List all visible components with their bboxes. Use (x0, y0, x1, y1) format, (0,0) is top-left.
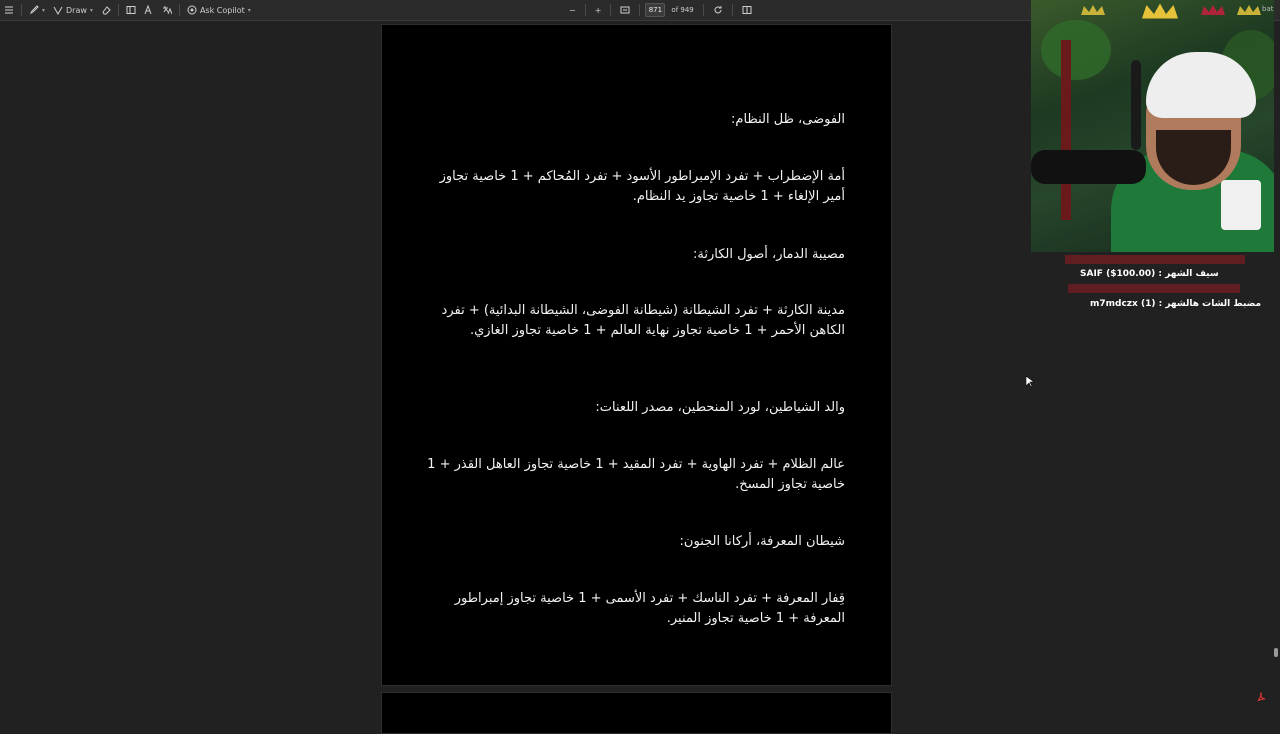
draw-label: Draw (66, 5, 87, 15)
plus-icon: + (594, 5, 602, 15)
document-page (381, 24, 892, 686)
zoom-in-button[interactable] (591, 1, 606, 19)
contents-button[interactable] (0, 1, 18, 19)
toolbar-divider (179, 4, 180, 16)
section-body: عالم الظلام + تفرد الهاوية + تفرد المقيد + 1 خاصية تجاوز العاهل القذر + 1 خاصية تجاوز المسخ. (427, 457, 845, 492)
page-number-input[interactable] (645, 3, 665, 17)
page-navigation (565, 0, 756, 20)
highlight-button[interactable] (25, 1, 49, 19)
eraser-icon (101, 5, 111, 15)
fit-width-icon (620, 5, 630, 15)
toolbar-divider (118, 4, 119, 16)
light-pole (1061, 40, 1071, 220)
toolbar-divider (732, 4, 733, 16)
pdf-icon (1256, 692, 1266, 702)
section-body: مدينة الكارثة + تفرد الشيطانة (شيطانة الفوضى، الشيطانة البدائية) + تفرد الكاهن الأحمر + 1 خاصية تجاوز نهاية العالم + 1 خاصية تجاوز الغازي. (441, 303, 845, 338)
chevron-down-icon: ▾ (42, 6, 46, 14)
copilot-icon (187, 5, 197, 15)
rotate-icon (713, 5, 723, 15)
toolbar-divider (703, 4, 704, 16)
crown-icon (1080, 4, 1106, 16)
crown-icon (1200, 4, 1226, 16)
mouse-cursor-icon (1026, 376, 1034, 388)
section-heading: مصيبة الدمار، أصول الكارثة: (692, 247, 845, 262)
translate-icon (162, 5, 172, 15)
alert-bar-decoration (1065, 255, 1245, 264)
pen-icon (53, 5, 63, 15)
toolbar-divider (21, 4, 22, 16)
crown-icon (1140, 2, 1180, 20)
headset (1131, 60, 1141, 150)
text-box-button[interactable] (122, 1, 140, 19)
section-heading: الفوضى، ظل النظام: (731, 112, 845, 127)
toolbar-divider (585, 4, 586, 16)
chevron-down-icon: ▾ (247, 6, 251, 14)
toolbar-divider (610, 4, 611, 16)
toolbar-divider (639, 4, 640, 16)
section-body: قِفار المعرفة + تفرد الناسك + تفرد الأسمى + 1 خاصية تجاوز إمبراطور المعرفة + 1 خاصية تجاوز المنير. (454, 591, 845, 626)
scrollbar-thumb[interactable] (1274, 648, 1278, 657)
translate-button[interactable] (158, 1, 176, 19)
microphone (1031, 150, 1146, 184)
crown-decoration-row (1068, 2, 1278, 18)
read-aloud-button[interactable] (140, 1, 158, 19)
section-heading: والد الشياطين، لورد المنحطين، مصدر اللعنات: (595, 400, 845, 415)
page-total: of 949 (671, 6, 694, 14)
alert-bar-decoration (1068, 284, 1240, 293)
erase-button[interactable] (97, 1, 115, 19)
zoom-out-button[interactable] (565, 1, 580, 19)
page-view-button[interactable] (738, 1, 756, 19)
textbox-icon (126, 5, 136, 15)
top-chatter-line: مضبط الشات هالشهر : m7mdczx (1) (1090, 299, 1262, 309)
crown-icon (1236, 4, 1262, 16)
top-donor-line: سيف الشهر : SAIF ($100.00) (1080, 269, 1219, 279)
rotate-button[interactable] (709, 1, 727, 19)
hoodie-badge (1221, 180, 1261, 230)
chevron-down-icon: ▾ (89, 6, 93, 14)
page-view-icon (742, 5, 752, 15)
ask-copilot-button[interactable] (183, 1, 255, 19)
read-aloud-icon (144, 5, 154, 15)
next-document-page (381, 692, 892, 734)
minus-icon: − (569, 5, 576, 15)
webcam-overlay (1031, 0, 1274, 252)
section-body: أمة الإضطراب + تفرد الإمبراطور الأسود + تفرد المُحاكم + 1 خاصية تجاوز أمير الإلغاء + 1 خاصية تجاوز يد النظام. (439, 169, 845, 204)
highlighter-icon (29, 5, 39, 15)
draw-button[interactable] (49, 1, 97, 19)
section-heading: شيطان المعرفة، أركانا الجنون: (679, 534, 845, 549)
list-icon (4, 5, 14, 15)
ask-copilot-label: Ask Copilot (199, 5, 245, 15)
fit-page-button[interactable] (616, 1, 634, 19)
plant-decoration (1041, 20, 1111, 80)
vertical-scrollbar[interactable] (1273, 24, 1280, 720)
corner-label: bat (1262, 5, 1274, 13)
